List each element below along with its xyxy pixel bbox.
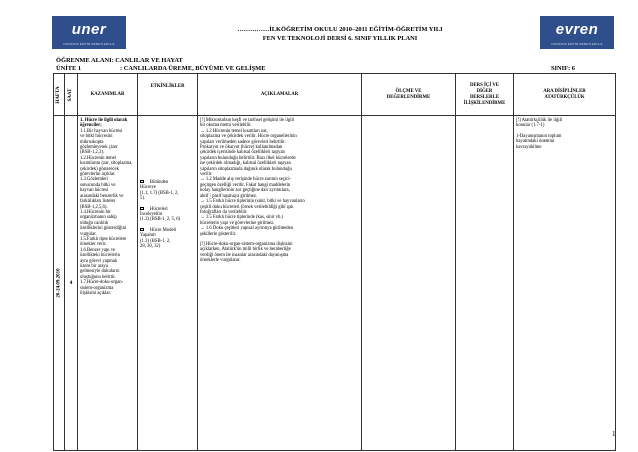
explanation-line: örneklerle vurgulanır.: [200, 258, 241, 264]
page-number: 1: [612, 430, 616, 438]
table-header-row: [54, 74, 616, 116]
outcome-line: sistem-organizma: [80, 285, 114, 291]
outcome-line: arasındaki benzerlik ve: [80, 193, 124, 199]
outcome-line: özellikteki hücrelerin: [80, 253, 120, 259]
explanation-line: çekirdek içerisinde kalıtsal özellikleri taşıyan: [200, 150, 285, 156]
links-cell: [456, 116, 514, 451]
column-cross-discipline: ARA DİSİPLİNLER ATATÜRKÇÜLÜK: [514, 74, 616, 116]
outcome-line: görevlerini açıklar.: [80, 172, 116, 178]
book-icon: [140, 180, 144, 183]
explanation-line: açıklarken, Atatürk'ün milli birlik ve beraberliğe: [200, 247, 291, 253]
explanation-line: [!] Mikroskobun keşfi ve tarihsel gelişimi ile ilgili: [200, 118, 295, 123]
outcome-line: çekirdek) gösterecek: [80, 166, 119, 172]
week-dates: 20-24.09.2010: [56, 268, 62, 298]
plan-title: [160, 25, 520, 43]
outcome-line: farklılıkları listeler: [80, 199, 116, 205]
explanation-line: bir okuma metni verilebilir.: [200, 123, 252, 129]
outcome-line: (BSB-1,2,3).: [80, 150, 105, 156]
column-assessment: ÖLÇME VE DEĞERLENDİRME: [362, 74, 456, 116]
class-label: SINIF: 6: [551, 65, 575, 72]
explanation-line: yapıları verilmeden sadece görevleri belirtilir.: [200, 139, 286, 145]
outcome-line: 1.4.Hücrenin bir: [80, 209, 111, 215]
column-explanations: AÇIKLAMALAR: [198, 74, 362, 116]
explanation-line: şekillerle gösterilir.: [200, 231, 237, 237]
outcome-line: özelliklerini gösterdiğini: [80, 226, 127, 232]
outcome-line: 1.6.Benzer yapı ve: [80, 247, 116, 253]
uner-logo-tagline: YAYINCILIK EĞİTİM HİZMETLERİ A.Ş.: [62, 42, 116, 46]
outcome-line: aynı görevi yapmak: [80, 258, 118, 264]
outcome-line: sonucunda bitki ve: [80, 182, 116, 188]
explanation-line: → 1.5 Farklı hücre tiplerinde (kas, sinir vb.): [200, 215, 284, 221]
uner-logo-text: uner: [71, 21, 107, 38]
evren-logo: [540, 16, 614, 49]
explanation-line: fotoğrafları da verilebilir.: [200, 209, 248, 215]
cross-discipline-cell: [514, 116, 616, 451]
outcome-line: vurgular.: [80, 231, 97, 237]
explanations-list: [200, 118, 359, 264]
outcomes-list: [80, 118, 135, 296]
outcome-line: gelmesiyle dokuların: [80, 269, 120, 275]
link-line: [!] Atatürkçülük ile ilgili: [516, 118, 563, 123]
outcome-line: organizmanın sahip: [80, 215, 117, 221]
explanation-line: çeşitli doku hücreleri (örnek verilebildiği gibi ışık: [200, 204, 294, 210]
outcome-line: ve bitki hücresini: [80, 134, 113, 140]
annual-plan-table: [53, 73, 616, 451]
assessment-cell: [362, 116, 456, 451]
outcome-line: 1.3.Gözlemleri: [80, 177, 109, 183]
column-activities: ETKİNLİKLER: [138, 74, 198, 116]
uner-logo: [52, 16, 126, 49]
explanations-cell: [198, 116, 362, 451]
unit-heading: [56, 65, 266, 72]
explanation-line: kolay hangilerinin zor geçtiğine dair ayrıntılara,: [200, 188, 290, 194]
outcome-line: 1.1.Bir hayvan hücresi: [80, 128, 123, 134]
link-line: hayatındaki önemini: [516, 139, 555, 145]
activities-cell: Bütünden Hücreye (1.1, 1.7) (BSB-1, 2, 5). Hücreleri İnceleyelim (1.3) (BSB-1, 2, 5, 6) Hücre Modeli Yapalım (1.3) (BSB-1, 2, 28, 30, 32): [138, 116, 198, 451]
outcome-line: 1. Hücre ile ilgili olarak: [80, 118, 128, 123]
outcome-line: hayvan hücresi: [80, 188, 109, 194]
explanation-line: → 1.5 Farklı hücre tiplerinin (sinir, bitki ve hayvanların: [200, 199, 305, 205]
outcome-line: gözlemleyerek çizer: [80, 145, 118, 151]
outcome-line: mikroskopta: [80, 139, 104, 145]
table-row: [54, 116, 616, 451]
evren-logo-text: evren: [555, 21, 599, 38]
explanation-line: [!] Hücre-doku-organ-sistem-organizma ilişkisini: [200, 241, 293, 247]
explanation-line: Prokaryot ve ökaryot (hücre) kullanılmadan: [200, 145, 283, 151]
plan-title-line2: FEN VE TEKNOLOJİ DERSİ 6. SINIF YILLIK PLANI: [262, 35, 418, 42]
outcome-line: 1.5.Farklı tipte hücrelere: [80, 236, 127, 242]
unit-label: ÜNİTE 1: [56, 65, 82, 72]
explanation-line: yapıların sitoplazmada dağınık olarak bulunduğu: [200, 166, 292, 172]
explanation-line: → 1.2 Madde alış verişinde hücre zarının seçici-: [200, 177, 292, 183]
outcome-line: olduğu canlılık: [80, 220, 109, 226]
explanation-line: hücrelerin yapı ve görevlerine girilmez.: [200, 220, 275, 226]
book-icon: [140, 228, 144, 231]
link-line: 1-Dayanışmanın toplum: [516, 133, 562, 139]
outcome-line: öğrenciler;: [80, 123, 102, 129]
outcome-line: kısımlarını (zar, sitoplazma,: [80, 161, 133, 167]
outcome-line: oluştuğunu belirtir.: [80, 274, 116, 280]
explanation-line: yapıların bulunduğu belirtilir. Bazı ilkel hücrelerde: [200, 155, 296, 161]
outcome-line: örnekler verir.: [80, 242, 107, 248]
column-hours: SAAT: [65, 74, 78, 116]
column-links: DERS İÇİ VE DİĞER DERSLERLE İLİŞKİLENDİRME: [456, 74, 514, 116]
plan-title-line1: ……………İLKÖĞRETİM OKULU 2010–2011 EĞİTİM-ÖĞRETİM YILI: [237, 26, 443, 33]
learning-area: ÖĞRENME ALANI: CANLILAR VE HAYAT: [56, 57, 183, 64]
evren-logo-tagline: YAYINCILIK EĞİTİM HİZMETLERİ A.Ş.: [550, 42, 604, 46]
explanation-line: → 1.6 Doku çeşitleri yapısal ayrıntıya girilmeden: [200, 226, 294, 232]
week-cell: [54, 116, 65, 451]
column-outcomes: KAZANIMLAR: [78, 74, 138, 116]
unit-name: : CANLILARDA ÜREME, BÜYÜME VE GELİŞME: [120, 65, 266, 72]
book-icon: [140, 207, 144, 210]
hours-cell: 4: [65, 116, 78, 451]
outcome-line: 1.7.Hücre-doku-organ-: [80, 280, 124, 286]
explanation-line: ise çekirdek olmadığı, kalıtsal özellikleri taşıyan: [200, 161, 291, 167]
ataturk-links-list: [516, 118, 613, 150]
outcome-line: 1.2.Hücrenin temel: [80, 155, 117, 161]
link-line: kavrayabilme: [516, 144, 542, 150]
explanation-line: geçirgen özelliği verilir. Fakat hangi maddelerin: [200, 182, 291, 188]
explanation-line: sitoplazma ve çekirdek verilir. Hücre organellerinin: [200, 134, 297, 140]
explanation-line: → 1.2 Hücrenin temel kısımları zar,: [200, 128, 268, 134]
outcome-line: (BSB-1,2,5,6).: [80, 204, 108, 210]
link-line: konular (1.7-1): [516, 123, 545, 129]
outcome-line: ilişkisini açıklar.: [80, 291, 111, 296]
explanation-line: aktif / pasif taşımaya girilmez.: [200, 193, 258, 199]
outcomes-cell: [78, 116, 138, 451]
explanation-line: verilir.: [200, 172, 213, 178]
explanation-line: verdiği önem ile insanlar arasındaki dayanışma: [200, 252, 289, 258]
column-week: HAFTA: [54, 74, 65, 116]
outcome-line: üzere bir araya: [80, 263, 108, 269]
